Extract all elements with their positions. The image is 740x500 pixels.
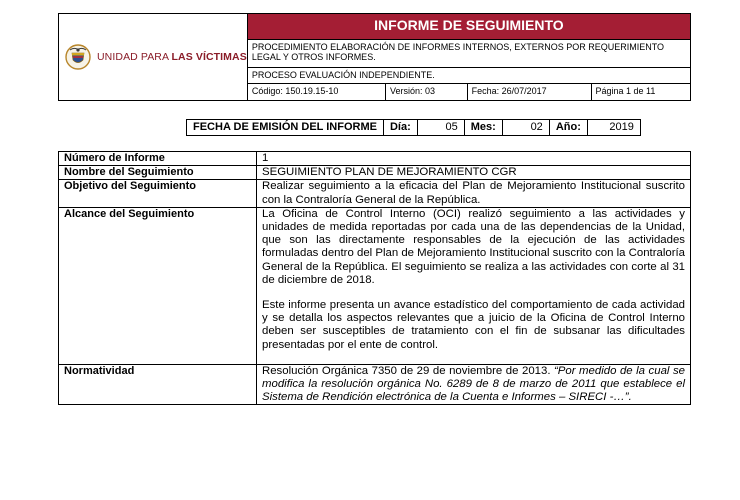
year-value: 2019 xyxy=(587,120,640,136)
table-row xyxy=(59,180,691,207)
row-label-numero: Número de Informe xyxy=(59,152,257,166)
day-label: Día: xyxy=(383,120,417,136)
row-label-alcance: Alcance del Seguimiento xyxy=(59,207,257,364)
process-name: PROCESO EVALUACIÓN INDEPENDIENTE. xyxy=(247,67,690,84)
row-label-objetivo: Objetivo del Seguimiento xyxy=(59,180,257,207)
row-value-nombre: SEGUIMIENTO PLAN DE MEJORAMIENTO CGR xyxy=(257,166,691,180)
day-value: 05 xyxy=(417,120,464,136)
table-row xyxy=(59,207,691,364)
document-header xyxy=(58,13,691,101)
page-number: Página 1 de 11 xyxy=(591,84,691,101)
emission-date-table xyxy=(186,119,641,136)
table-row xyxy=(59,364,691,405)
alcance-paragraph-2: Este informe presenta un avance estadístico del comportamiento de cada actividad y se detalla los aspectos relevantes que a juicio de la Oficina de Control Interno deben ser susceptibles de tratamiento con el fin de subsanar las dificultades presentadas por el ente de control. xyxy=(262,299,685,351)
emission-date-label: FECHA DE EMISIÓN DEL INFORME xyxy=(187,120,384,136)
row-label-normatividad: Normatividad xyxy=(59,364,257,405)
document-date: Fecha: 26/07/2017 xyxy=(467,84,591,101)
normatividad-text: Resolución Orgánica 7350 de 29 de noviembre de 2013. xyxy=(262,364,555,377)
month-value: 02 xyxy=(502,120,549,136)
colombia-coat-of-arms-icon xyxy=(65,44,91,70)
alcance-paragraph-1: La Oficina de Control Interno (OCI) realizó seguimiento a las actividades y unidades de medida reportadas por cada una de las dependencias de la Unidad, que son las directamente responsables de la ejecución de las actividades formuladas dentro del Plan de Mejoramiento Institucional suscrito con la Contraloría General de la República. El seguimiento se realiza a las actividades con corte al 31 de diciembre de 2018. xyxy=(262,207,685,286)
table-row xyxy=(59,152,691,166)
logo xyxy=(59,14,247,100)
procedure-name: PROCEDIMIENTO ELABORACIÓN DE INFORMES INTERNOS, EXTERNOS POR REQUERIMIENTO LEGAL Y OTROS INFORMES. xyxy=(247,39,690,67)
report-info-table xyxy=(58,151,691,405)
year-label: Año: xyxy=(549,120,587,136)
row-value-objetivo: Realizar seguimiento a la eficacia del Plan de Mejoramiento Institucional suscrito con la Contraloría General de la República. xyxy=(257,180,691,207)
normatividad-quote: “Por medido de la cual se modifica la resolución orgánica No. 6289 de 8 de marzo de 2011 que establece el Sistema de Rendición electrónica de la Cuenta e Informes – SIRECI -…”. xyxy=(262,364,685,404)
row-value-numero: 1 xyxy=(257,152,691,166)
month-label: Mes: xyxy=(464,120,502,136)
document-code: Código: 150.19.15-10 xyxy=(247,84,385,101)
document-title: INFORME DE SEGUIMIENTO xyxy=(247,14,690,40)
row-value-alcance xyxy=(257,207,691,364)
table-row xyxy=(59,166,691,180)
document-version: Versión: 03 xyxy=(386,84,468,101)
row-value-normatividad xyxy=(257,364,691,405)
logo-cell xyxy=(59,14,248,101)
logo-wordmark: UNIDAD PARA LAS VÍCTIMAS xyxy=(97,51,247,63)
row-label-nombre: Nombre del Seguimiento xyxy=(59,166,257,180)
